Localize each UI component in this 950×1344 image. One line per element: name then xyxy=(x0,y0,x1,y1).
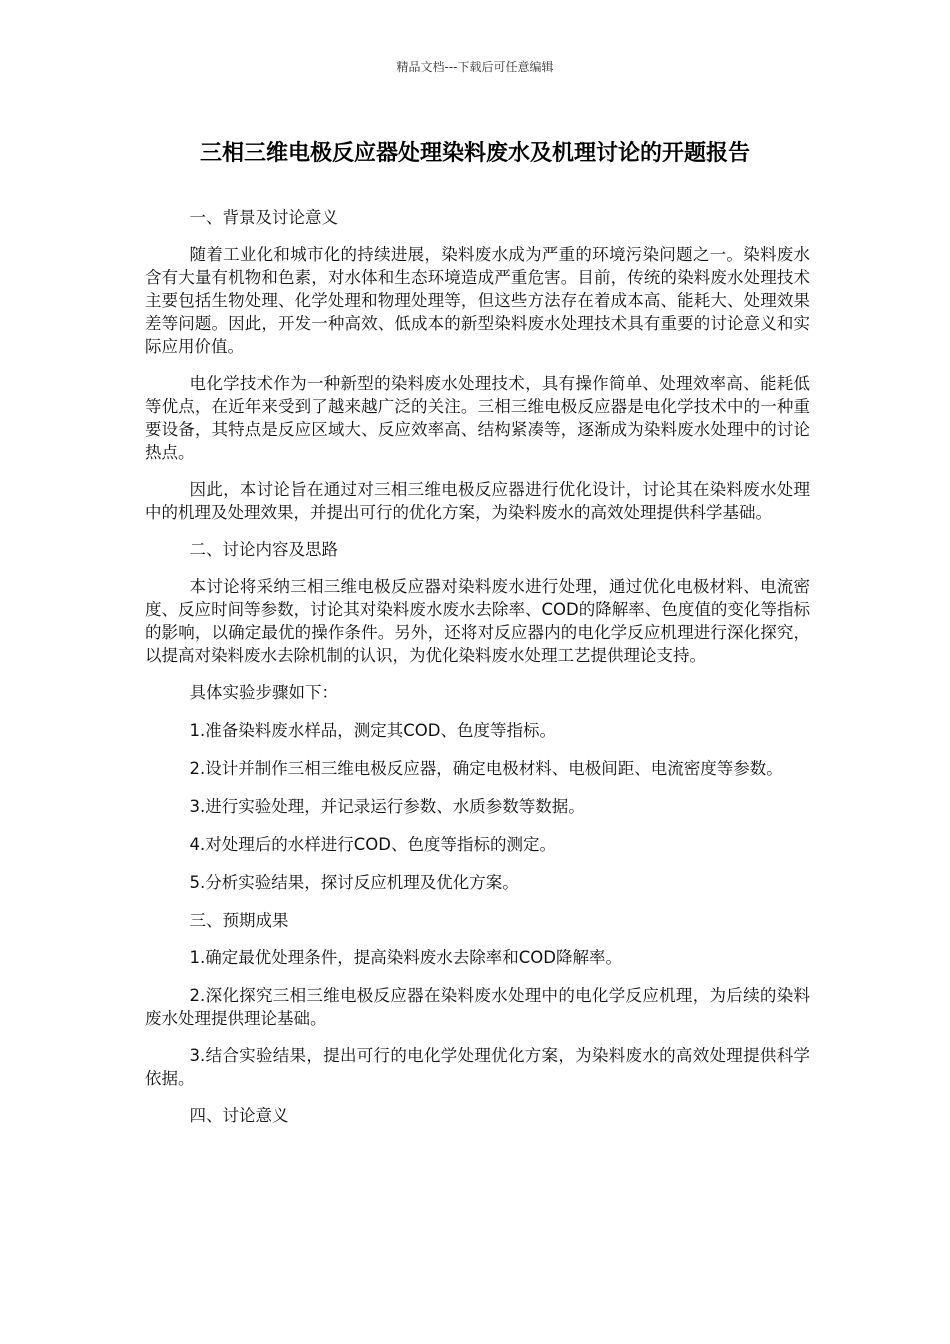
outcome-item: 1.确定最优处理条件，提高染料废水去除率和COD降解率。 xyxy=(189,948,623,967)
outcome-item: 2.深化探究三相三维电极反应器在染料废水处理中的电化学反应机理，为后续的染料废水处理提供理论基础。 xyxy=(145,986,810,1028)
step-item: 5.分析实验结果，探讨反应机理及优化方案。 xyxy=(189,873,519,892)
step-item: 2.设计并制作三相三维电极反应器，确定电极材料、电极间距、电流密度等参数。 xyxy=(189,759,783,778)
document-body xyxy=(145,206,810,1141)
outcome-item: 3.结合实验结果，提出可行的电化学处理优化方案，为染料废水的高效处理提供科学依据。 xyxy=(145,1046,810,1088)
header-note: 精品文档---下载后可任意编辑 xyxy=(396,60,554,74)
step-item: 1.准备染料废水样品，测定其COD、色度等指标。 xyxy=(189,721,557,740)
paragraph-background-2: 电化学技术作为一种新型的染料废水处理技术，具有操作简单、处理效率高、能耗低等优点，在近年来受到了越来越广泛的关注。三相三维电极反应器是电化学技术中的一种重要设备，其特点是反应区域大、反应效率高、结构紧凑等，逐渐成为染料废水处理中的讨论热点。 xyxy=(145,374,810,462)
section-heading-significance: 四、讨论意义 xyxy=(189,1106,289,1125)
section-heading-content: 二、讨论内容及思路 xyxy=(189,540,339,559)
paragraph-content-1: 本讨论将采纳三相三维电极反应器对染料废水进行处理，通过优化电极材料、电流密度、反应时间等参数，讨论其对染料废水废水去除率、COD的降解率、色度值的变化等指标的影响，以确定最优的操作条件。另外，还将对反应器内的电化学反应机理进行深化探究，以提高对染料废水去除机制的认识，为优化染料废水处理工艺提供理论支持。 xyxy=(145,577,810,665)
section-heading-background: 一、背景及讨论意义 xyxy=(189,208,339,227)
paragraph-steps-intro: 具体实验步骤如下： xyxy=(189,683,339,702)
step-item: 3.进行实验处理，并记录运行参数、水质参数等数据。 xyxy=(189,797,585,816)
document-title: 三相三维电极反应器处理染料废水及机理讨论的开题报告 xyxy=(199,141,750,166)
paragraph-background-3: 因此，本讨论旨在通过对三相三维电极反应器进行优化设计，讨论其在染料废水处理中的机理及处理效果，并提出可行的优化方案，为染料废水的高效处理提供科学基础。 xyxy=(145,480,810,522)
paragraph-background-1: 随着工业化和城市化的持续进展，染料废水成为严重的环境污染问题之一。染料废水含有大量有机物和色素，对水体和生态环境造成严重危害。目前，传统的染料废水处理技术主要包括生物处理、化学处理和物理处理等，但这些方法存在着成本高、能耗大、处理效果差等问题。因此，开发一种高效、低成本的新型染料废水处理技术具有重要的讨论意义和实际应用价值。 xyxy=(145,245,810,356)
section-heading-outcomes: 三、预期成果 xyxy=(189,911,289,930)
step-item: 4.对处理后的水样进行COD、色度等指标的测定。 xyxy=(189,835,557,854)
